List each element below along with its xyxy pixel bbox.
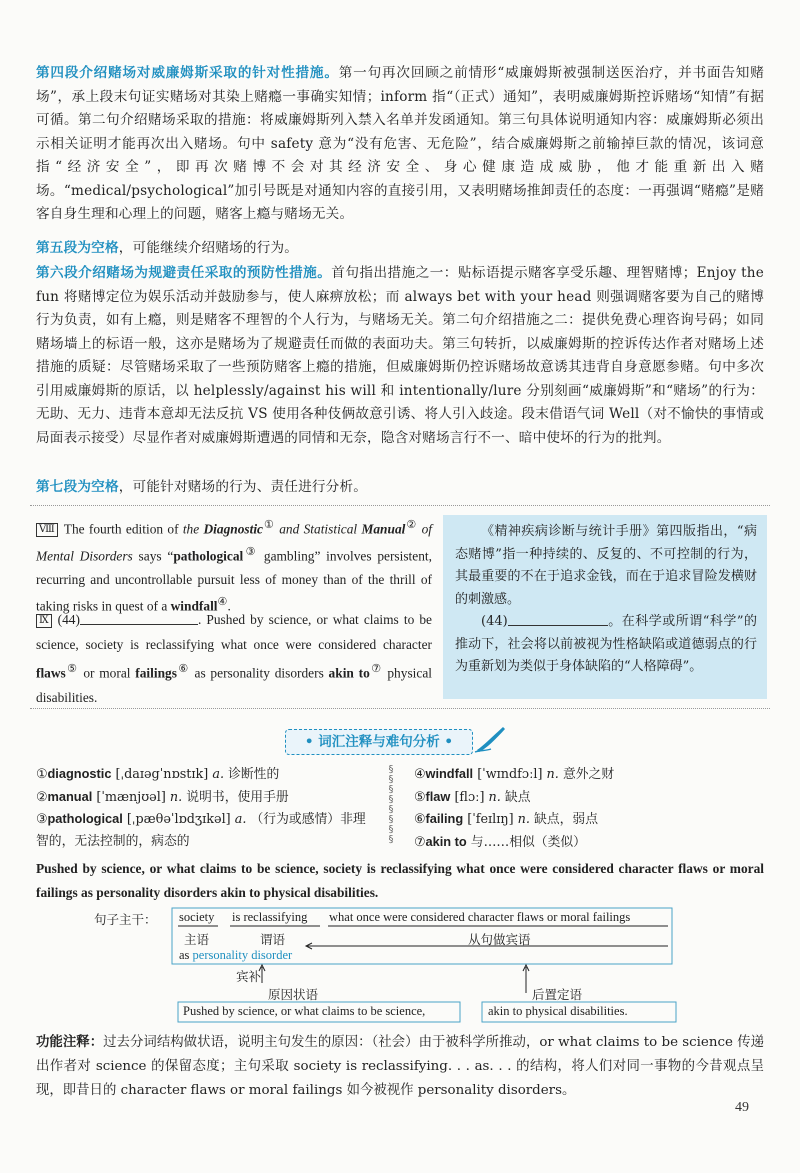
paragraph-heading: 第四段介绍赌场对威廉姆斯采取的针对性措施。 xyxy=(36,65,339,81)
paragraph-6-analysis xyxy=(36,262,764,450)
paragraph-body: ，可能继续介绍赌场的行为。 xyxy=(118,240,299,256)
paragraph-5-analysis xyxy=(36,237,764,261)
paragraph-heading: 第五段为空格 xyxy=(36,240,119,256)
vocab-word-diagnostic: Diagnostic xyxy=(203,521,264,537)
pen-icon xyxy=(473,724,507,754)
vocab-item: ④windfall [ˈwɪndfɔːl] n. 意外之财 xyxy=(414,766,615,782)
vocab-word-failings: failings xyxy=(135,665,177,681)
page-number: 49 xyxy=(735,1100,749,1115)
difficult-sentence: Pushed by science, or what claims to be science, society is reclassifying what once were considered character flaws or moral failings as personality disorders akin to physical disabilities. xyxy=(36,861,764,900)
vocab-word-pathological: pathological xyxy=(173,548,244,564)
vocab-list-left xyxy=(36,763,376,852)
diagram-lead: 句子主干： xyxy=(94,912,157,927)
answer-blank-44-translation[interactable] xyxy=(508,613,608,626)
paragraph-heading: 第七段为空格 xyxy=(36,479,119,495)
vocab-item: ⑤flaw [flɔː] n. 缺点 xyxy=(414,788,531,805)
paragraph-body: 首句指出措施之一：贴标语提示赌客享受乐趣、理智赌博；Enjoy the fun 将赌博定位为娱乐活动并鼓励参与，使人麻痹放松；而 always bet with your head 则强调赌客要为自己的赌博行为负责，如有上瘾，则是赌客不理智的个人行为，与赌场无关。第二句介绍措施之二：提供免费心理咨询号码；如同赌场墙上的标语一般，这亦是赌场为了规避责任而做的表面功夫。第三句转折，以威廉姆斯的控诉传达作者对赌场上述措施的质疑：尽管赌场采取了一些预防赌客上瘾的措施，但威廉姆斯仍控诉赌场故意诱其违背自身意愿参赌。句中多次引用威廉姆斯的原话，以 helplessly/against his will 和 intentionally/lure 分别刻画“威廉姆斯”和“赌场”的行为：无助、无力、违背本意却无法反抗 VS 使用各种伎俩故意引诱、将人引入歧途。段末借语气词 Well（对不愉快的事情或局面表示接受）尽显作者对威廉姆斯遭遇的同情和无奈，隐含对赌场言行不一、暗中使坏的行为的批判。 xyxy=(36,265,764,446)
passage-paragraph-9: Ⅸ (44) . Pushed by science, or what claims to be science, society is reclassifying what once were considered character flaws⑤ or moral failings⑥ as personality disorders akin to⑦ physical disabilities. xyxy=(36,612,432,705)
paragraph-heading: 第六段介绍赌场为规避责任采取的预防性措施。 xyxy=(36,265,332,281)
paragraph-number: Ⅸ xyxy=(36,614,52,628)
vocab-section-title: • 词汇注释与难句分析 • xyxy=(285,729,473,755)
vocab-list-right xyxy=(414,763,764,853)
paragraph-body: ，可能针对赌场的行为、责任进行分析。 xyxy=(118,479,368,495)
diagram-object-label: 从句做宾语 xyxy=(468,932,531,947)
sentence-structure-diagram: 句子主干： society is reclassifying what once were considered character flaws or moral failings 主语 谓语 从句做宾语 as personality disorder 宾补 原因状语 后置定语 Pushed by science, or what claims to be science, akin to physical disabilities. xyxy=(36,905,766,1029)
paragraph-body: 第一句再次回顾之前情形“威廉姆斯被强制送医治疗，并书面告知赌场”，承上段末句证实赌场对其染上赌瘾一事确实知情；inform 指“（正式）通知”，表明威廉姆斯控诉赌场“知情”有据可循。第二句介绍赌场采取的措施：将威廉姆斯列入禁入名单并发函通知。第三句具体说明通知内容：威廉姆斯必须出示相关证明才能再次出入赌场。句中 safety 意为“没有危害、无危险”，结合威廉姆斯之前输掉巨款的情况，该词意指“经济安全”，即再次赌博不会对其经济安全、身心健康造成威胁，他才能重新出入赌场。“medical/psychological”加引号既是对通知内容的直接引用，又表明赌场推卸责任的态度：一再强调“赌瘾”是赌客自身生理和心理上的问题，赌客上瘾与赌场无关。 xyxy=(36,65,765,222)
diagram-predicate: is reclassifying xyxy=(232,910,308,924)
translation-paragraph-9: (44) 。在科学或所谓“科学”的推动下，社会将以前被视为性格缺陷或道德弱点的行为重新划为类似于身体缺陷的“人格障碍”。 xyxy=(455,614,757,674)
paragraph-4-analysis xyxy=(36,62,764,227)
diagram-cause-label: 原因状语 xyxy=(268,987,319,1002)
vocab-item: ③pathological [ˌpæθəˈlɒdʒɪkəl] a. （行为或感情）非理智的，无法控制的，病态的 xyxy=(36,811,366,849)
vocab-item: ①diagnostic [ˌdaɪəgˈnɒstɪk] a. 诊断性的 xyxy=(36,766,280,782)
vocab-word-windfall: windfall xyxy=(170,598,218,614)
wavy-separator-icon: § § § § § § § § xyxy=(388,764,394,845)
diagram-complement-label: 宾补 xyxy=(236,969,262,984)
diagram-subject: society xyxy=(179,910,215,924)
vocab-word-flaws: flaws xyxy=(36,665,66,681)
divider xyxy=(30,505,770,506)
vocab-item: ②manual [ˈmænjʊəl] n. 说明书，使用手册 xyxy=(36,788,289,805)
paragraph-number: Ⅷ xyxy=(36,523,58,537)
diagram-complement: personality disorder xyxy=(192,948,293,962)
divider xyxy=(30,708,770,709)
diagram-subject-label: 主语 xyxy=(184,932,210,947)
translation-box xyxy=(443,515,767,699)
passage-paragraph-8: Ⅷ The fourth edition of the Diagnostic① and Statistical Manual② of Mental Disorders says “pathological③ gambling” involves persistent, recurring and uncontrollable pursuit less of money than of the thrill of taking risks in quest of a windfall④. xyxy=(36,519,432,614)
translation-paragraph-8: 《精神疾病诊断与统计手册》第四版指出，“病态赌博”指一种持续的、反复的、不可控制的行为，其最重要的不在于追求金钱，而在于追求冒险发横财的刺激感。 xyxy=(455,524,757,607)
diagram-post-label: 后置定语 xyxy=(532,987,583,1002)
diagram-cause: Pushed by science, or what claims to be science, xyxy=(183,1004,426,1018)
function-note: 功能注释：过去分词结构做状语，说明主句发生的原因：（社会）由于被科学所推动，or what claims to be science 传递出作者对 science 的保留态度；主句采取 society is reclassifying. . . as. . . 的结构，将人们对同一事物的今昔观点呈现，即昔日的 character flaws or moral failings 如今被视作 personality disorders。 xyxy=(36,1034,765,1098)
vocab-item: ⑦akin to 与……相似（类似） xyxy=(414,833,586,850)
function-note-label: 功能注释： xyxy=(36,1034,104,1050)
answer-blank-44[interactable] xyxy=(80,612,198,625)
vocab-word-akin-to: akin to xyxy=(328,665,370,681)
paragraph-7-analysis xyxy=(36,476,764,500)
diagram-object: what once were considered character flaws or moral failings xyxy=(329,910,631,924)
vocab-word-manual: Manual xyxy=(361,521,406,537)
diagram-predicate-label: 谓语 xyxy=(260,932,286,947)
diagram-post: akin to physical disabilities. xyxy=(488,1004,628,1018)
vocab-item: ⑥failing [ˈfeɪlɪŋ] n. 缺点，弱点 xyxy=(414,811,599,827)
